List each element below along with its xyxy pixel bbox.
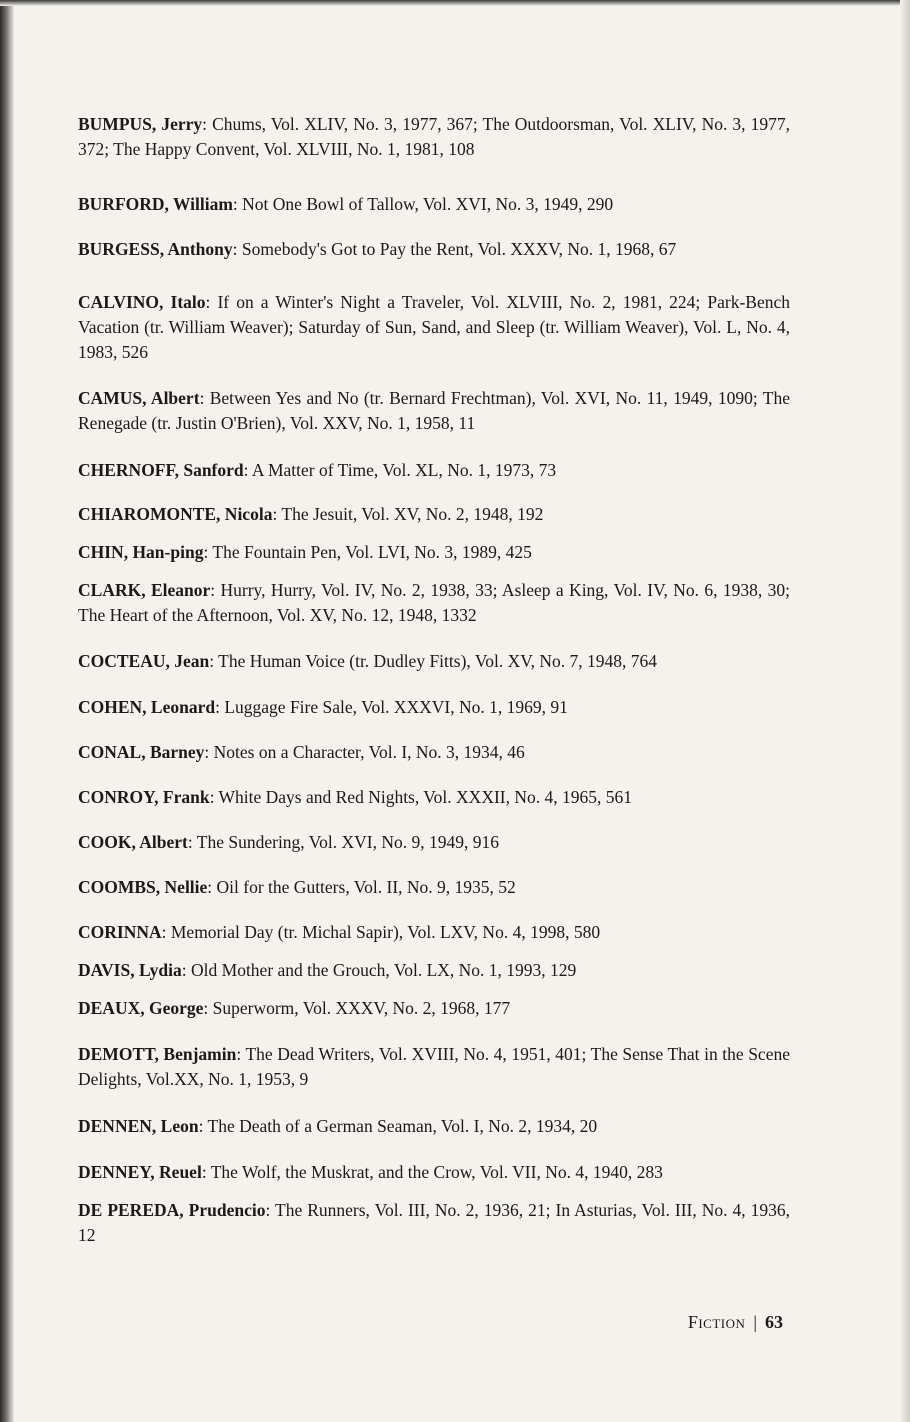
index-entry: [78, 502, 790, 527]
entry-text: : The Dead Writers, Vol. XVIII, No. 4, 1951, 401; The Sense That in the Scene Delights, Vol.XX, No. 1, 1953, 9: [78, 1044, 790, 1089]
index-entry: [78, 785, 790, 810]
index-entry: [78, 458, 790, 483]
entry-text: : Luggage Fire Sale, Vol. XXXVI, No. 1, 1969, 91: [215, 697, 568, 717]
author-name: COOMBS, Nellie: [78, 877, 208, 897]
author-name: DE PEREDA, Prudencio: [78, 1200, 266, 1220]
entry-text: : The Runners, Vol. III, No. 2, 1936, 21; In Asturias, Vol. III, No. 4, 1936, 12: [78, 1200, 791, 1245]
entry-text: : Superworm, Vol. XXXV, No. 2, 1968, 177: [203, 998, 511, 1018]
entry-text: : Between Yes and No (tr. Bernard Frechtman), Vol. XVI, No. 11, 1949, 1090; The Renegade (tr. Justin O'Brien), Vol. XXV, No. 1, 1958, 11: [78, 388, 790, 433]
entry-text: : Not One Bowl of Tallow, Vol. XVI, No. 3, 1949, 290: [232, 194, 614, 214]
entry-text: : Somebody's Got to Pay the Rent, Vol. XXXV, No. 1, 1968, 67: [232, 239, 677, 259]
page-number: 63: [765, 1312, 783, 1332]
index-entry: [78, 1042, 790, 1092]
author-name: CAMUS, Albert: [78, 388, 200, 408]
index-entry: [78, 1114, 790, 1139]
author-name: BURFORD, William: [78, 194, 233, 214]
author-name: DEAUX, George: [78, 998, 204, 1018]
entry-text: : Chums, Vol. XLIV, No. 3, 1977, 367; The Outdoorsman, Vol. XLIV, No. 3, 1977, 372; The Happy Convent, Vol. XLVIII, No. 1, 1981, 108: [78, 114, 790, 159]
author-name: CALVINO, Italo: [78, 292, 206, 312]
index-entry: [78, 290, 790, 365]
index-entry: [78, 649, 790, 674]
author-name: CHIN, Han-ping: [78, 542, 204, 562]
index-entry: [78, 112, 790, 162]
entry-text: : The Jesuit, Vol. XV, No. 2, 1948, 192: [272, 504, 544, 524]
entry-text: : The Sundering, Vol. XVI, No. 9, 1949, 916: [187, 832, 499, 852]
page-footer: [0, 1312, 783, 1333]
entry-text: : White Days and Red Nights, Vol. XXXII, No. 4, 1965, 561: [209, 787, 633, 807]
page-right-shadow: [900, 0, 910, 1422]
author-name: DAVIS, Lydia: [78, 960, 182, 980]
index-entries: [78, 112, 790, 1248]
index-entry: [78, 578, 790, 628]
index-entry: [78, 386, 790, 436]
author-name: CLARK, Eleanor: [78, 580, 211, 600]
entry-text: : The Death of a German Seaman, Vol. I, No. 2, 1934, 20: [198, 1116, 598, 1136]
entry-text: : Oil for the Gutters, Vol. II, No. 9, 1935, 52: [207, 877, 516, 897]
footer-separator: |: [753, 1312, 757, 1332]
index-entry: [78, 540, 790, 565]
index-entry: [78, 1198, 790, 1248]
index-entry: [78, 237, 790, 262]
index-entry: [78, 996, 790, 1021]
author-name: DENNEN, Leon: [78, 1116, 199, 1136]
index-entry: [78, 192, 790, 217]
section-title: Fiction: [687, 1312, 746, 1332]
author-name: BUMPUS, Jerry: [78, 114, 203, 134]
author-name: BURGESS, Anthony: [78, 239, 233, 259]
entry-text: : The Fountain Pen, Vol. LVI, No. 3, 1989, 425: [203, 542, 532, 562]
author-name: DEMOTT, Benjamin: [78, 1044, 237, 1064]
author-name: CONAL, Barney: [78, 742, 205, 762]
entry-text: : The Human Voice (tr. Dudley Fitts), Vol. XV, No. 7, 1948, 764: [209, 651, 657, 671]
author-name: COOK, Albert: [78, 832, 188, 852]
author-name: DENNEY, Reuel: [78, 1162, 202, 1182]
entry-text: : Notes on a Character, Vol. I, No. 3, 1934, 46: [204, 742, 525, 762]
author-name: CORINNA: [78, 922, 162, 942]
author-name: COHEN, Leonard: [78, 697, 216, 717]
page-top-shadow: [0, 0, 910, 6]
index-entry: [78, 958, 790, 983]
index-entry: [78, 1160, 790, 1185]
index-entry: [78, 695, 790, 720]
author-name: CHIAROMONTE, Nicola: [78, 504, 273, 524]
author-name: CHERNOFF, Sanford: [78, 460, 244, 480]
entry-text: : Memorial Day (tr. Michal Sapir), Vol. LXV, No. 4, 1998, 580: [161, 922, 601, 942]
entry-text: : Old Mother and the Grouch, Vol. LX, No. 1, 1993, 129: [181, 960, 577, 980]
index-entry: [78, 920, 790, 945]
author-name: CONROY, Frank: [78, 787, 210, 807]
index-entry: [78, 740, 790, 765]
index-entry: [78, 875, 790, 900]
author-name: COCTEAU, Jean: [78, 651, 210, 671]
entry-text: : Hurry, Hurry, Vol. IV, No. 2, 1938, 33; Asleep a King, Vol. IV, No. 6, 1938, 30; The Heart of the Afternoon, Vol. XV, No. 12, 1948, 1332: [78, 580, 790, 625]
entry-text: : A Matter of Time, Vol. XL, No. 1, 1973, 73: [243, 460, 557, 480]
entry-text: : If on a Winter's Night a Traveler, Vol. XLVIII, No. 2, 1981, 224; Park-Bench Vacation (tr. William Weaver); Saturday of Sun, Sand, and Sleep (tr. William Weaver), Vol. L, No. 4, 1983, 526: [78, 292, 790, 362]
page-edge-shadow: [0, 0, 14, 1422]
index-entry: [78, 830, 790, 855]
entry-text: : The Wolf, the Muskrat, and the Crow, Vol. VII, No. 4, 1940, 283: [201, 1162, 663, 1182]
